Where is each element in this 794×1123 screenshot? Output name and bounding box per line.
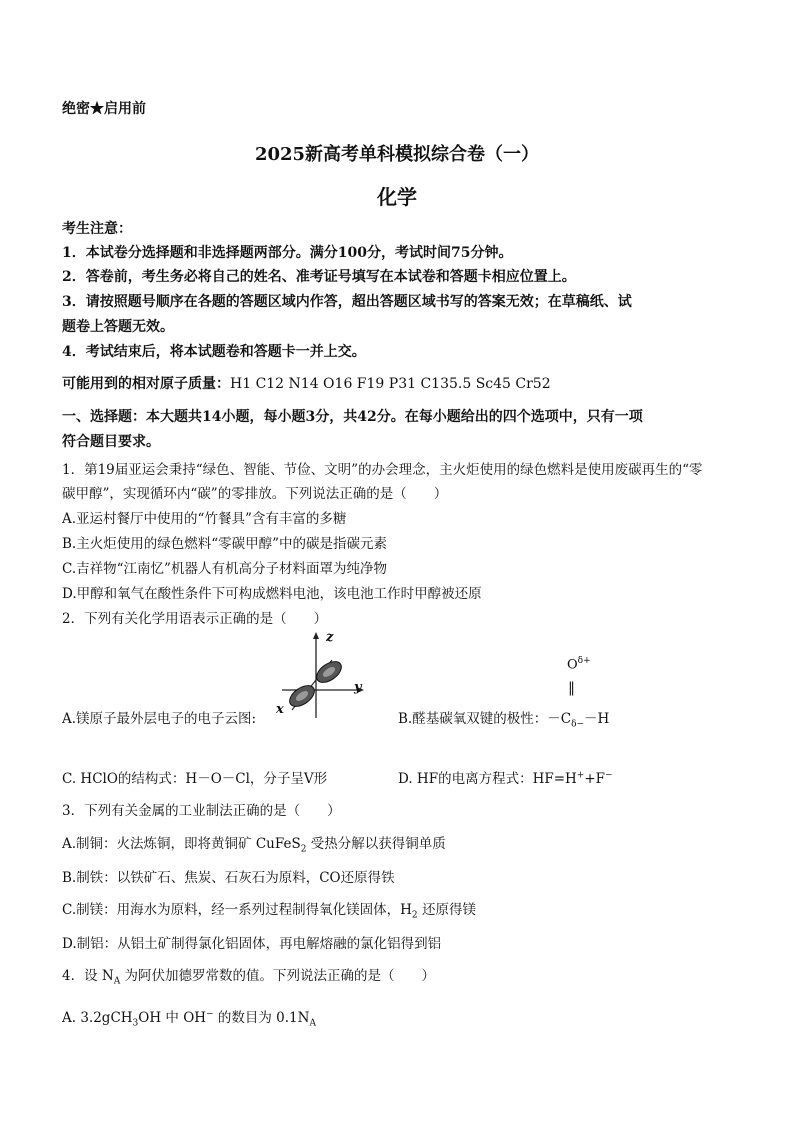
q4-stem: 4．设 $N_A$ 为阿伏加德罗常数的值。下列说法正确的是（ ）	[62, 968, 435, 987]
notice-heading: 考生注意：	[62, 221, 132, 237]
atomic-mass-line	[62, 373, 551, 393]
secrecy-label: 绝密★启用前	[62, 101, 146, 117]
q3-stem: 3．下列有关金属的工业制法正确的是（ ）	[62, 803, 341, 819]
q3-option-c: C.制镁：用海水为原料，经一系列过程制得氧化镁固体，$H_2$ 还原得镁	[62, 902, 476, 921]
carbonyl-oxygen: $O^{\delta+}$	[567, 656, 591, 673]
axis-y-label: y	[354, 680, 362, 695]
axis-x-label: x	[276, 702, 284, 717]
q2-option-b: B.醛基碳氧双键的极性：$-C_{\delta-}-H$	[398, 711, 610, 730]
notice-item: 2．答卷前，考生务必将自己的姓名、准考证号填写在本试卷和答题卡相应位置上。	[62, 269, 576, 285]
q1-option-b: B.主火炬使用的绿色燃料“零碳甲醇”中的碳是指碳元素	[62, 536, 388, 552]
exam-title: 2025新高考单科模拟综合卷（一）	[254, 144, 540, 165]
q4-option-a: A. 3.2gCH$_3$OH 中 OH− 的数目为 $0.1N_A$	[62, 1009, 316, 1029]
q3-option-a: A.制铜：火法炼铜，即将黄铜矿 CuFeS$_2$ 受热分解以获得铜单质	[62, 836, 446, 855]
q1-stem: 1．第19届亚运会秉持“绿色、智能、节俭、文明”的办会理念，主火炬使用的绿色燃料是使用废碳再生的“零	[62, 462, 703, 478]
q2-stem: 2．下列有关化学用语表示正确的是（ ）	[62, 611, 328, 627]
q1-option-c: C.吉祥物“江南忆”机器人有机高分子材料面罩为纯净物	[62, 561, 387, 577]
subject-title: 化学	[377, 185, 417, 209]
q2-option-a: A.镁原子最外层电子的电子云图:	[62, 711, 257, 727]
p-orbital-diagram	[274, 630, 368, 722]
q2-option-d: D. HF的电离方程式：HF=H++F−	[398, 770, 613, 787]
section-heading: 一、选择题：本大题共14小题，每小题3分，共42分。在每小题给出的四个选项中，只有一项	[62, 409, 643, 425]
axis-z-label: z	[326, 630, 334, 645]
q3-option-b: B.制铁：以铁矿石、焦炭、石灰石为原料，CO还原得铁	[62, 870, 395, 886]
double-bond: ‖	[568, 680, 575, 696]
notice-item: 1．本试卷分选择题和非选择题两部分。满分100分，考试时间75分钟。	[62, 245, 513, 261]
q3-option-d: D.制铝：从铝土矿制得氯化铝固体，再电解熔融的氯化铝得到铝	[62, 936, 442, 952]
notice-item: 3．请按照题号顺序在各题的答题区域内作答，超出答题区域书写的答案无效；在草稿纸、试	[62, 294, 632, 310]
electron-cloud-figure	[274, 630, 368, 722]
q1-option-d: D.甲醇和氧气在酸性条件下可构成燃料电池，该电池工作时甲醇被还原	[62, 586, 482, 602]
notice-item: 题卷上答题无效。	[62, 319, 174, 335]
atomic-mass-values: H1 C12 N14 O16 F19 P31 C135.5 Sc45 Cr52	[230, 376, 551, 392]
q2-option-c: C. HClO的结构式：H－O－Cl，分子呈V形	[62, 771, 328, 787]
notice-item: 4．考试结束后，将本试题卷和答题卡一并上交。	[62, 344, 366, 360]
section-heading-cont: 符合题目要求。	[62, 434, 160, 450]
q1-stem-cont: 碳甲醇”，实现循环内“碳”的零排放。下列说法正确的是（ ）	[62, 486, 448, 502]
q1-option-a: A.亚运村餐厅中使用的“竹餐具”含有丰富的多糖	[62, 511, 347, 527]
atomic-mass-label: 可能用到的相对原子质量：	[62, 376, 230, 392]
